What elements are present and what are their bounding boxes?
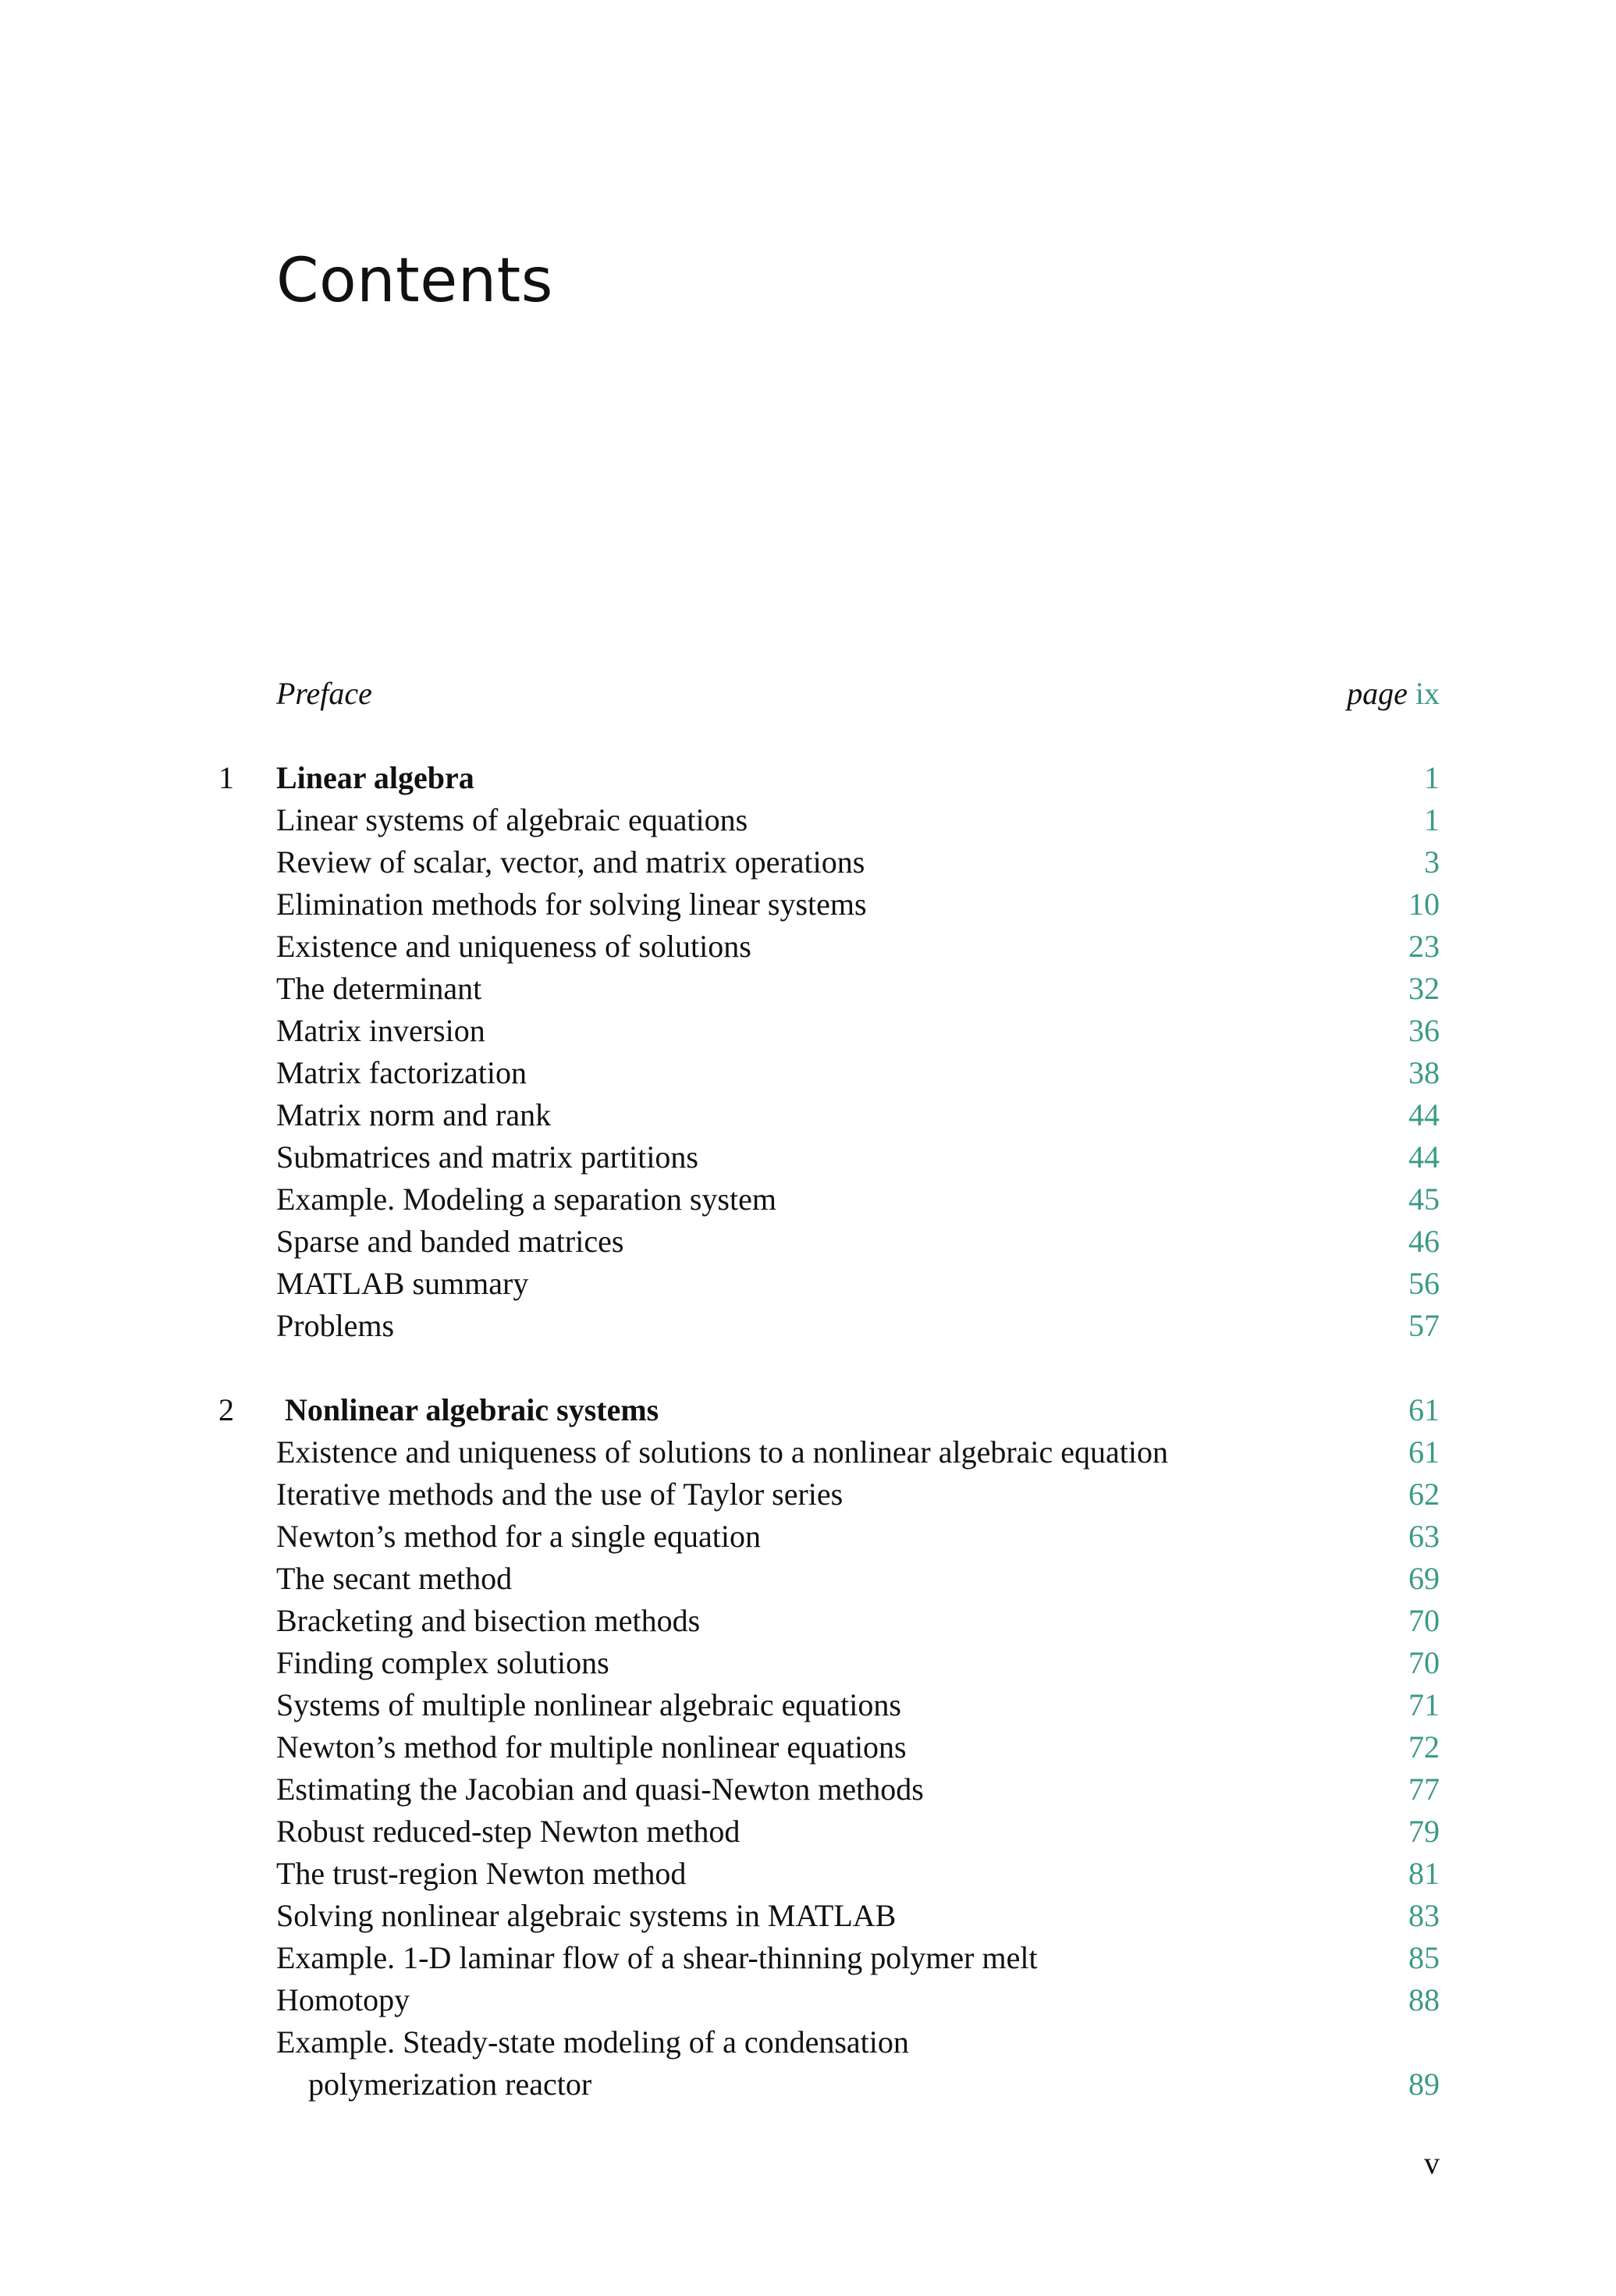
toc-entry-label-line2: polymerization reactor [308, 2067, 592, 2102]
toc-entry[interactable] [0, 1558, 1616, 1600]
toc-entry-page: page ix [1347, 676, 1440, 711]
toc-entry[interactable] [0, 1010, 1616, 1052]
toc-entry-preface[interactable] [0, 673, 1616, 715]
toc-entry[interactable] [0, 1516, 1616, 1558]
toc-entry[interactable] [0, 1221, 1616, 1263]
toc-entry[interactable] [0, 1895, 1616, 1937]
toc-entry-label: Homotopy [276, 1982, 410, 2017]
toc-entry-label: Newton’s method for multiple nonlinear equations [276, 1729, 907, 1765]
toc-entry[interactable] [0, 1853, 1616, 1895]
toc-entry-label: Linear systems of algebraic equations [276, 802, 748, 837]
toc-entry-page: 38 [1408, 1055, 1440, 1090]
chapter-number: 2 [218, 1392, 234, 1427]
toc-entry-multiline[interactable] [0, 2021, 1616, 2063]
toc-entry-label: Sparse and banded matrices [276, 1224, 624, 1259]
toc-entry[interactable] [0, 1178, 1616, 1221]
toc-entry[interactable] [0, 1811, 1616, 1853]
chapter-page: 61 [1408, 1392, 1440, 1427]
toc-entry[interactable] [0, 1937, 1616, 1979]
toc-entry-page: 23 [1408, 929, 1440, 964]
toc-entry-label: The trust-region Newton method [276, 1856, 687, 1891]
toc-entry-label: Estimating the Jacobian and quasi-Newton methods [276, 1772, 924, 1807]
toc-chapter-2[interactable] [0, 1389, 1616, 1431]
toc-entry[interactable] [0, 1263, 1616, 1305]
toc-entry-label: Review of scalar, vector, and matrix operations [276, 844, 865, 880]
toc-entry-multiline-continued[interactable] [0, 2063, 1616, 2106]
toc-entry-label: Matrix inversion [276, 1013, 485, 1048]
toc-entry-label: Matrix factorization [276, 1055, 527, 1090]
toc-entry[interactable] [0, 1431, 1616, 1473]
toc-entry-page: 63 [1408, 1519, 1440, 1554]
toc-entry-page: 79 [1408, 1814, 1440, 1849]
toc-entry[interactable] [0, 1600, 1616, 1642]
toc-entry-page: 89 [1408, 2067, 1440, 2102]
toc-entry-page: 56 [1408, 1266, 1440, 1301]
toc-entry-page: 44 [1408, 1097, 1440, 1132]
toc-entry-page: 44 [1408, 1139, 1440, 1175]
chapter-number: 1 [218, 760, 234, 795]
toc-entry[interactable] [0, 968, 1616, 1010]
toc-entry-page: 72 [1408, 1729, 1440, 1765]
toc-entry-label: Preface [276, 676, 372, 711]
toc-entry-page: 83 [1408, 1898, 1440, 1933]
toc-entry[interactable] [0, 883, 1616, 926]
toc-entry-label: Solving nonlinear algebraic systems in MATLAB [276, 1898, 897, 1933]
toc-entry[interactable] [0, 1136, 1616, 1178]
toc-entry[interactable] [0, 1642, 1616, 1684]
toc-entry-page: 10 [1408, 887, 1440, 922]
toc-entry-label: Example. Modeling a separation system [276, 1182, 776, 1217]
toc-entry-page: 71 [1408, 1687, 1440, 1722]
toc-entry[interactable] [0, 1305, 1616, 1347]
toc-entry-label: Newton’s method for a single equation [276, 1519, 761, 1554]
toc-entry-label: Finding complex solutions [276, 1645, 609, 1680]
toc-entry-label: Existence and uniqueness of solutions [276, 929, 751, 964]
toc-entry[interactable] [0, 1473, 1616, 1516]
toc-entry-label: The secant method [276, 1561, 513, 1596]
toc-entry-page: 77 [1408, 1772, 1440, 1807]
toc-entry-label: Problems [276, 1308, 395, 1343]
toc-entry[interactable] [0, 1684, 1616, 1726]
toc-entry-label: Bracketing and bisection methods [276, 1603, 701, 1638]
toc-entry-page: 62 [1408, 1477, 1440, 1512]
toc-entry[interactable] [0, 799, 1616, 841]
toc-entry[interactable] [0, 926, 1616, 968]
toc-entry-page: 81 [1408, 1856, 1440, 1891]
toc-entry-page: 36 [1408, 1013, 1440, 1048]
toc-entry-page: 1 [1424, 802, 1440, 837]
toc-entry-label-line1: Example. Steady-state modeling of a condensation [276, 2024, 909, 2060]
toc-entry-label: Elimination methods for solving linear systems [276, 887, 867, 922]
toc-entry[interactable] [0, 1768, 1616, 1811]
toc-entry[interactable] [0, 1052, 1616, 1094]
toc-entry-page: 57 [1408, 1308, 1440, 1343]
toc-entry-label: Example. 1-D laminar flow of a shear-thinning polymer melt [276, 1940, 1038, 1975]
toc-entry-label: The determinant [276, 971, 482, 1006]
toc-chapter-1[interactable] [0, 757, 1616, 799]
toc-entry-page: 3 [1424, 844, 1440, 880]
chapter-title: Nonlinear algebraic systems [285, 1392, 659, 1427]
toc-entry-page: 69 [1408, 1561, 1440, 1596]
toc-entry-page: 70 [1408, 1603, 1440, 1638]
toc-entry[interactable] [0, 1094, 1616, 1136]
toc-entry-label: MATLAB summary [276, 1266, 529, 1301]
toc-entry[interactable] [0, 1979, 1616, 2021]
toc-entry-page: 46 [1408, 1224, 1440, 1259]
toc-entry-page: 61 [1408, 1434, 1440, 1470]
toc-entry-page: 70 [1408, 1645, 1440, 1680]
toc-entry-label: Systems of multiple nonlinear algebraic equations [276, 1687, 901, 1722]
chapter-title: Linear algebra [276, 760, 474, 795]
toc-entry-label: Existence and uniqueness of solutions to a nonlinear algebraic equation [276, 1434, 1169, 1470]
toc-entry-page: 88 [1408, 1982, 1440, 2017]
toc-entry[interactable] [0, 1726, 1616, 1768]
toc-entry-label: Matrix norm and rank [276, 1097, 552, 1132]
toc-entry-label: Robust reduced-step Newton method [276, 1814, 741, 1849]
toc-entry-page: 45 [1408, 1182, 1440, 1217]
toc-entry-page: 32 [1408, 971, 1440, 1006]
page-title: Contents [276, 246, 553, 316]
chapter-page: 1 [1424, 760, 1440, 795]
toc-entry-label: Submatrices and matrix partitions [276, 1139, 698, 1175]
toc-entry-page: 85 [1408, 1940, 1440, 1975]
toc-entry[interactable] [0, 841, 1616, 883]
page-folio: v [1424, 2145, 1440, 2180]
toc-entry-label: Iterative methods and the use of Taylor series [276, 1477, 844, 1512]
